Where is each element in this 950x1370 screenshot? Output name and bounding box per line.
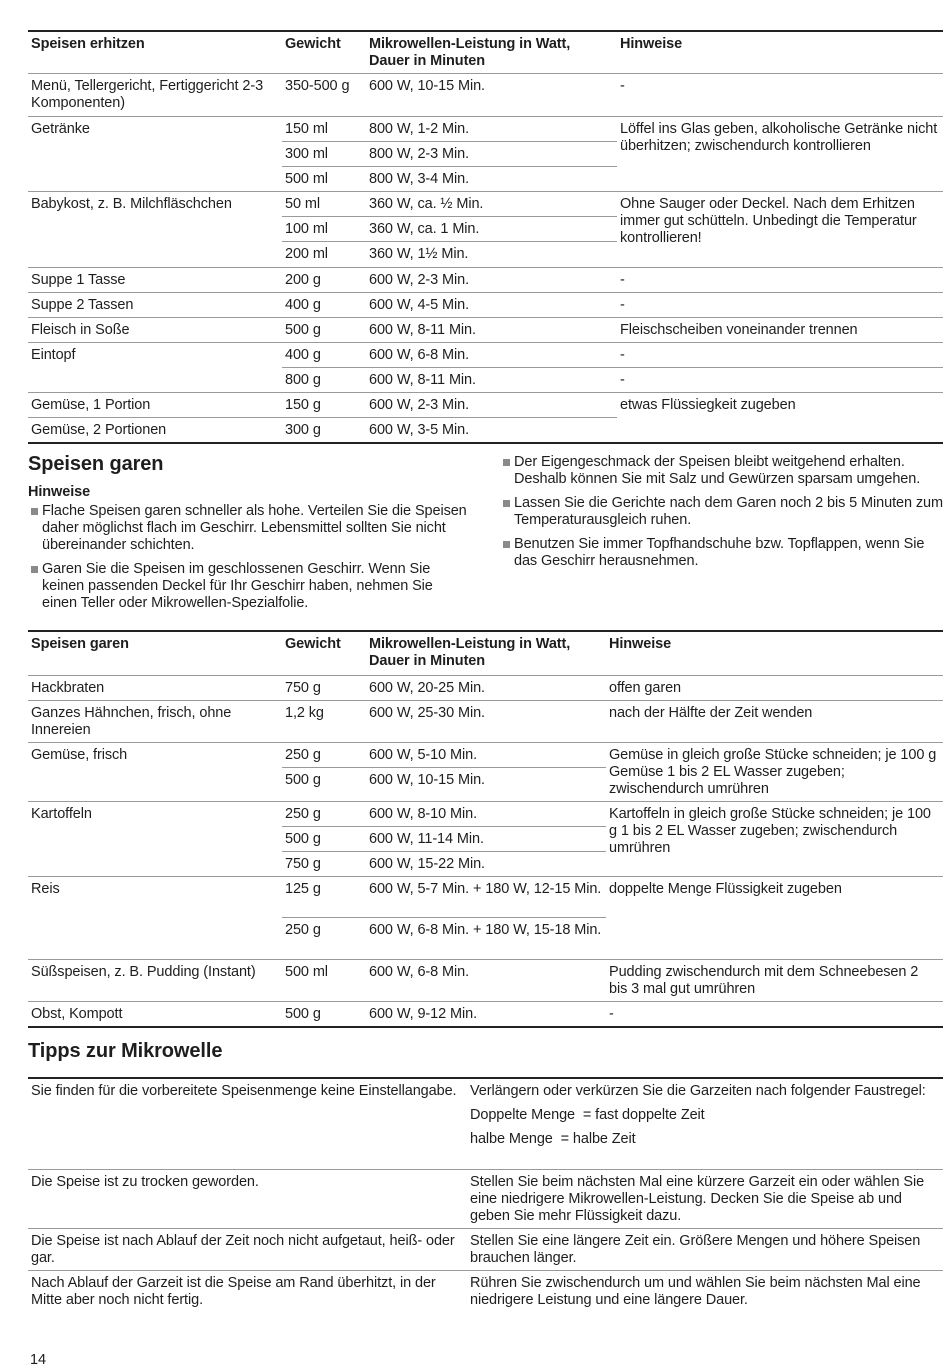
- header-food: Speisen garen: [28, 631, 282, 675]
- cell-hint: -: [617, 293, 943, 318]
- header-weight: Gewicht: [282, 631, 366, 675]
- table-header-row: [28, 631, 943, 675]
- cell-hint: -: [617, 74, 943, 117]
- header-power: Mikrowellen-Leistung in Watt, Dauer in Minuten: [366, 631, 606, 675]
- cell-solution: Stellen Sie beim nächsten Mal eine kürzere Garzeit ein oder wählen Sie eine niedrigere Mikrowellen-Leistung. Decken Sie die Speise ab und geben Sie mehr Flüssigkeit dazu.: [467, 1169, 943, 1228]
- cell-power: 600 W, 10-15 Min.: [366, 767, 606, 801]
- cell-power: 360 W, 1½ Min.: [366, 242, 617, 268]
- cell-power: 600 W, 3-5 Min.: [366, 418, 617, 444]
- notes-subtitle: Hinweise: [28, 484, 91, 500]
- cell-problem: Die Speise ist zu trocken geworden.: [28, 1169, 467, 1228]
- cell-power: 600 W, 5-7 Min. + 180 W, 12-15 Min.: [366, 876, 606, 917]
- notes-list-left: [28, 503, 470, 612]
- header-weight: Gewicht: [282, 31, 366, 74]
- cell-weight: 200 g: [282, 268, 366, 293]
- bullet-icon: [31, 508, 38, 515]
- cell-food: Ganzes Hähnchen, frisch, ohne Innereien: [28, 700, 282, 742]
- cell-power: 600 W, 25-30 Min.: [366, 700, 606, 742]
- cell-food: Fleisch in Soße: [28, 318, 282, 343]
- bullet-icon: [503, 500, 510, 507]
- cell-food: Suppe 2 Tassen: [28, 293, 282, 318]
- cell-solution: Rühren Sie zwischendurch um und wählen Sie beim nächsten Mal eine niedrigere Leistung und eine längere Dauer.: [467, 1270, 943, 1312]
- cell-weight: 750 g: [282, 675, 366, 700]
- cell-hint: -: [606, 1001, 943, 1027]
- cell-power: 600 W, 6-8 Min.: [366, 959, 606, 1001]
- cell-power: 600 W, 8-11 Min.: [366, 368, 617, 393]
- cell-weight: 200 ml: [282, 242, 366, 268]
- cell-power: 600 W, 9-12 Min.: [366, 1001, 606, 1027]
- cell-power: 800 W, 1-2 Min.: [366, 117, 617, 142]
- cell-power: 800 W, 3-4 Min.: [366, 167, 617, 192]
- cooking-table-block: [28, 630, 943, 1028]
- bullet-icon: [503, 541, 510, 548]
- cell-hint: Ohne Sauger oder Deckel. Nach dem Erhitzen immer gut schütteln. Unbedingt die Temperatur kontrollieren!: [617, 192, 943, 268]
- table-row: [28, 801, 943, 826]
- table-row: [28, 343, 943, 368]
- cell-food: Menü, Tellergericht, Fertiggericht 2-3 Komponenten): [28, 74, 282, 117]
- cell-weight: 300 g: [282, 418, 366, 444]
- cell-hint: etwas Flüssiegkeit zugeben: [617, 393, 943, 444]
- cell-power: 600 W, 15-22 Min.: [366, 851, 606, 876]
- cell-power: 360 W, ca. ½ Min.: [366, 192, 617, 217]
- bullet-icon: [31, 566, 38, 573]
- cell-food: Getränke: [28, 117, 282, 192]
- list-item: [500, 454, 943, 488]
- bullet-text: Flache Speisen garen schneller als hohe. Verteilen Sie die Speisen daher möglichst flach im Geschirr. Lebensmittel sollten Sie nicht übereinander schichten.: [42, 503, 467, 553]
- cell-hint: Gemüse in gleich große Stücke schneiden; je 100 g Gemüse 1 bis 2 EL Wasser zugeben; zwischendurch umrühren: [606, 742, 943, 801]
- cell-weight: 100 ml: [282, 217, 366, 242]
- cell-food: Gemüse, 1 Portion: [28, 393, 282, 418]
- solution-rule: halbe Menge = halbe Zeit: [470, 1131, 636, 1147]
- list-item: [28, 561, 470, 612]
- cell-hint: -: [617, 368, 943, 393]
- cell-food: Suppe 1 Tasse: [28, 268, 282, 293]
- cell-problem: Die Speise ist nach Ablauf der Zeit noch nicht aufgetaut, heiß- oder gar.: [28, 1228, 467, 1270]
- table-row: [28, 192, 943, 217]
- table-row: [28, 876, 943, 917]
- cell-weight: 400 g: [282, 293, 366, 318]
- bullet-text: Benutzen Sie immer Topfhandschuhe bzw. Topflappen, wenn Sie das Geschirr herausnehmen.: [514, 536, 925, 569]
- header-food: Speisen erhitzen: [28, 31, 282, 74]
- cell-solution: Stellen Sie eine längere Zeit ein. Größere Mengen und höhere Speisen brauchen länger.: [467, 1228, 943, 1270]
- cell-power: 600 W, 2-3 Min.: [366, 268, 617, 293]
- reheating-table-block: [28, 30, 943, 444]
- table-row: [28, 1169, 943, 1228]
- cell-weight: 125 g: [282, 876, 366, 917]
- solution-rule: Doppelte Menge = fast doppelte Zeit: [470, 1107, 705, 1123]
- cell-weight: 500 g: [282, 1001, 366, 1027]
- cooking-table: [28, 630, 943, 1028]
- cell-weight: 250 g: [282, 801, 366, 826]
- cell-weight: 150 ml: [282, 117, 366, 142]
- table-row: [28, 1270, 943, 1312]
- table-row: [28, 742, 943, 767]
- cell-power: 600 W, 8-11 Min.: [366, 318, 617, 343]
- header-power: Mikrowellen-Leistung in Watt, Dauer in Minuten: [366, 31, 617, 74]
- bullet-text: Lassen Sie die Gerichte nach dem Garen noch 2 bis 5 Minuten zum Temperaturausgleich ruhen.: [514, 495, 943, 528]
- cell-weight: 300 ml: [282, 142, 366, 167]
- cell-power: 800 W, 2-3 Min.: [366, 142, 617, 167]
- table-row: [28, 675, 943, 700]
- cell-weight: 500 g: [282, 318, 366, 343]
- cell-food: Süßspeisen, z. B. Pudding (Instant): [28, 959, 282, 1001]
- cell-hint: doppelte Menge Flüssigkeit zugeben: [606, 876, 943, 959]
- list-item: [500, 536, 943, 570]
- table-row: [28, 959, 943, 1001]
- section-title: Speisen garen: [28, 453, 164, 475]
- table-row: [28, 268, 943, 293]
- cell-power: 600 W, 11-14 Min.: [366, 826, 606, 851]
- notes-list-right: [500, 454, 943, 570]
- cell-power: 600 W, 6-8 Min. + 180 W, 15-18 Min.: [366, 917, 606, 959]
- cell-power: 600 W, 5-10 Min.: [366, 742, 606, 767]
- tips-table-block: [28, 1077, 943, 1312]
- table-row: [28, 1078, 943, 1169]
- cell-weight: 400 g: [282, 343, 366, 368]
- bullet-icon: [503, 459, 510, 466]
- table-row: [28, 393, 943, 418]
- cell-food: Eintopf: [28, 343, 282, 393]
- cell-food: Kartoffeln: [28, 801, 282, 876]
- cell-hint: Pudding zwischendurch mit dem Schneebesen 2 bis 3 mal gut umrühren: [606, 959, 943, 1001]
- list-item: [500, 495, 943, 529]
- cell-hint: -: [617, 268, 943, 293]
- table-header-row: [28, 31, 943, 74]
- cell-food: Gemüse, 2 Portionen: [28, 418, 282, 444]
- cell-weight: 350-500 g: [282, 74, 366, 117]
- cell-problem: Sie finden für die vorbereitete Speisenmenge keine Einstellangabe.: [28, 1078, 467, 1169]
- cell-weight: 800 g: [282, 368, 366, 393]
- table-row: [28, 700, 943, 742]
- table-row: [28, 318, 943, 343]
- cell-power: 600 W, 6-8 Min.: [366, 343, 617, 368]
- list-item: [28, 503, 470, 554]
- page-number: 14: [30, 1352, 46, 1368]
- table-row: [28, 74, 943, 117]
- table-row: [28, 1001, 943, 1027]
- cell-hint: -: [617, 343, 943, 368]
- cell-problem: Nach Ablauf der Garzeit ist die Speise am Rand überhitzt, in der Mitte aber noch nicht fertig.: [28, 1270, 467, 1312]
- cell-hint: offen garen: [606, 675, 943, 700]
- header-hints: Hinweise: [617, 31, 943, 74]
- cell-power: 360 W, ca. 1 Min.: [366, 217, 617, 242]
- cell-weight: 500 ml: [282, 167, 366, 192]
- cell-food: Hackbraten: [28, 675, 282, 700]
- cell-power: 600 W, 2-3 Min.: [366, 393, 617, 418]
- cell-hint: nach der Hälfte der Zeit wenden: [606, 700, 943, 742]
- cell-hint: Kartoffeln in gleich große Stücke schneiden; je 100 g 1 bis 2 EL Wasser zugeben; zwischendurch umrühren: [606, 801, 943, 876]
- cell-food: Babykost, z. B. Milchfläschchen: [28, 192, 282, 268]
- solution-text: Verlängern oder verkürzen Sie die Garzeiten nach folgender Faustregel:: [470, 1083, 926, 1099]
- tips-title: Tipps zur Mikrowelle: [28, 1040, 223, 1062]
- bullet-text: Garen Sie die Speisen im geschlossenen Geschirr. Wenn Sie keinen passenden Deckel für Ihr Geschirr haben, nehmen Sie einen Teller oder Mikrowellen-Spezialfolie.: [42, 561, 433, 611]
- header-hints: Hinweise: [606, 631, 943, 675]
- cell-power: 600 W, 8-10 Min.: [366, 801, 606, 826]
- cell-food: Gemüse, frisch: [28, 742, 282, 801]
- cell-power: 600 W, 20-25 Min.: [366, 675, 606, 700]
- cell-weight: 50 ml: [282, 192, 366, 217]
- cell-power: 600 W, 4-5 Min.: [366, 293, 617, 318]
- table-row: [28, 293, 943, 318]
- cell-weight: 250 g: [282, 917, 366, 959]
- cell-hint: Löffel ins Glas geben, alkoholische Getränke nicht überhitzen; zwischendurch kontrollieren: [617, 117, 943, 192]
- cell-power: 600 W, 10-15 Min.: [366, 74, 617, 117]
- tips-table: [28, 1077, 943, 1312]
- cell-weight: 500 g: [282, 826, 366, 851]
- cell-hint: Fleischscheiben voneinander trennen: [617, 318, 943, 343]
- cell-food: Obst, Kompott: [28, 1001, 282, 1027]
- cell-weight: 750 g: [282, 851, 366, 876]
- cell-weight: 500 g: [282, 767, 366, 801]
- bullet-text: Der Eigengeschmack der Speisen bleibt weitgehend erhalten. Deshalb können Sie mit Salz und Gewürzen sparsam umgehen.: [514, 454, 921, 487]
- cell-weight: 1,2 kg: [282, 700, 366, 742]
- cell-weight: 150 g: [282, 393, 366, 418]
- reheating-table: [28, 30, 943, 444]
- table-row: [28, 117, 943, 142]
- cell-weight: 250 g: [282, 742, 366, 767]
- cell-weight: 500 ml: [282, 959, 366, 1001]
- table-row: [28, 1228, 943, 1270]
- cell-solution: [467, 1078, 943, 1169]
- cell-food: Reis: [28, 876, 282, 959]
